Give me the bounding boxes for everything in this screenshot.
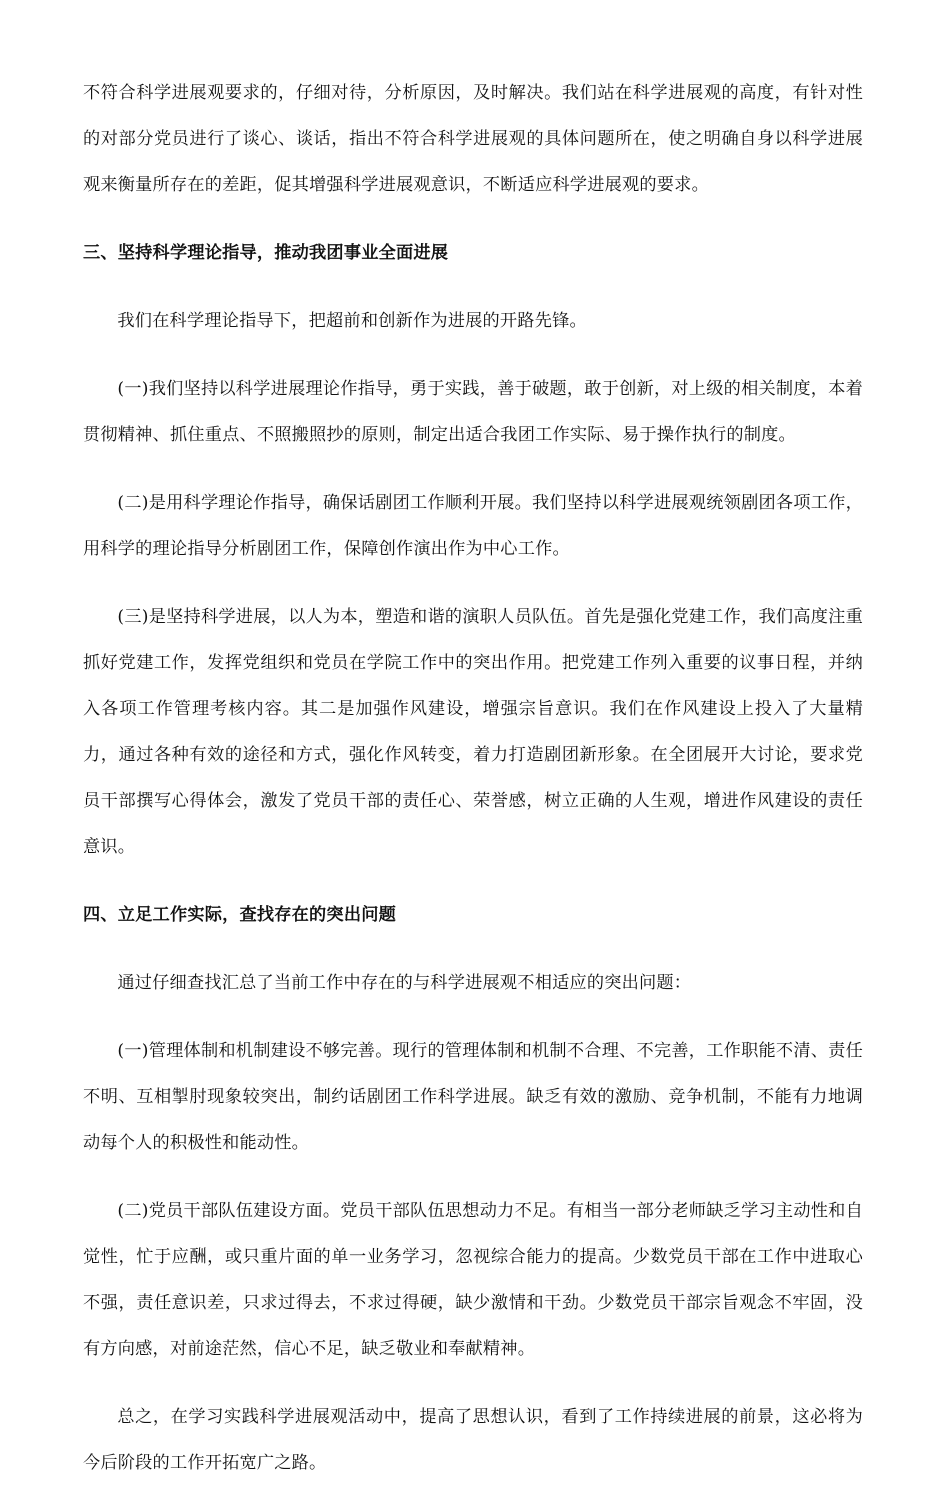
paragraph-section4-lead: 通过仔细查找汇总了当前工作中存在的与科学进展观不相适应的突出问题：: [117, 973, 692, 993]
paragraph-section3-lead: 我们在科学理论指导下，把超前和创新作为进展的开路先锋。: [117, 311, 587, 331]
section-heading-4: 四、立足工作实际，查找存在的突出问题: [83, 905, 396, 925]
paragraph-section3-item3: (三)是坚持科学进展，以人为本，塑造和谐的演职人员队伍。首先是强化党建工作，我们高度注重抓好党建工作，发挥党组织和党员在学院工作中的突出作用。把党建工作列入重要的议事日程，并纳入各项工作管理考核内容。其二是加强作风建设，增强宗旨意识。我们在作风建设上投入了大量精力，通过各种有效的途径和方式，强化作风转变，着力打造剧团新形象。在全团展开大讨论，要求党员干部撰写心得体会，激发了党员干部的责任心、荣誉感，树立正确的人生观，增进作风建设的责任意识。: [83, 607, 863, 857]
paragraph-intro-continuation: 不符合科学进展观要求的，仔细对待，分析原因，及时解决。我们站在科学进展观的高度，有针对性的对部分党员进行了谈心、谈话，指出不符合科学进展观的具体问题所在，使之明确自身以科学进展观来衡量所存在的差距，促其增强科学进展观意识，不断适应科学进展观的要求。: [83, 83, 863, 195]
paragraph-section3-item2: (二)是用科学理论作指导，确保话剧团工作顺利开展。我们坚持以科学进展观统领剧团各项工作，用科学的理论指导分析剧团工作，保障创作演出作为中心工作。: [83, 493, 863, 559]
paragraph-section4-item1: (一)管理体制和机制建设不够完善。现行的管理体制和机制不合理、不完善，工作职能不清、责任不明、互相掣肘现象较突出，制约话剧团工作科学进展。缺乏有效的激励、竞争机制，不能有力地调动每个人的积极性和能动性。: [83, 1041, 863, 1153]
section-heading-3: 三、坚持科学理论指导，推动我团事业全面进展: [83, 243, 449, 263]
paragraph-section3-item1: (一)我们坚持以科学进展理论作指导，勇于实践，善于破题，敢于创新，对上级的相关制度，本着贯彻精神、抓住重点、不照搬照抄的原则，制定出适合我团工作实际、易于操作执行的制度。: [83, 379, 863, 445]
document-page: [83, 70, 863, 1486]
paragraph-conclusion: 总之，在学习实践科学进展观活动中，提高了思想认识，看到了工作持续进展的前景，这必将为今后阶段的工作开拓宽广之路。: [83, 1407, 863, 1473]
paragraph-section4-item2: (二)党员干部队伍建设方面。党员干部队伍思想动力不足。有相当一部分老师缺乏学习主动性和自觉性，忙于应酬，或只重片面的单一业务学习，忽视综合能力的提高。少数党员干部在工作中进取心不强，责任意识差，只求过得去，不求过得硬，缺少激情和干劲。少数党员干部宗旨观念不牢固，没有方向感，对前途茫然，信心不足，缺乏敬业和奉献精神。: [83, 1201, 863, 1359]
